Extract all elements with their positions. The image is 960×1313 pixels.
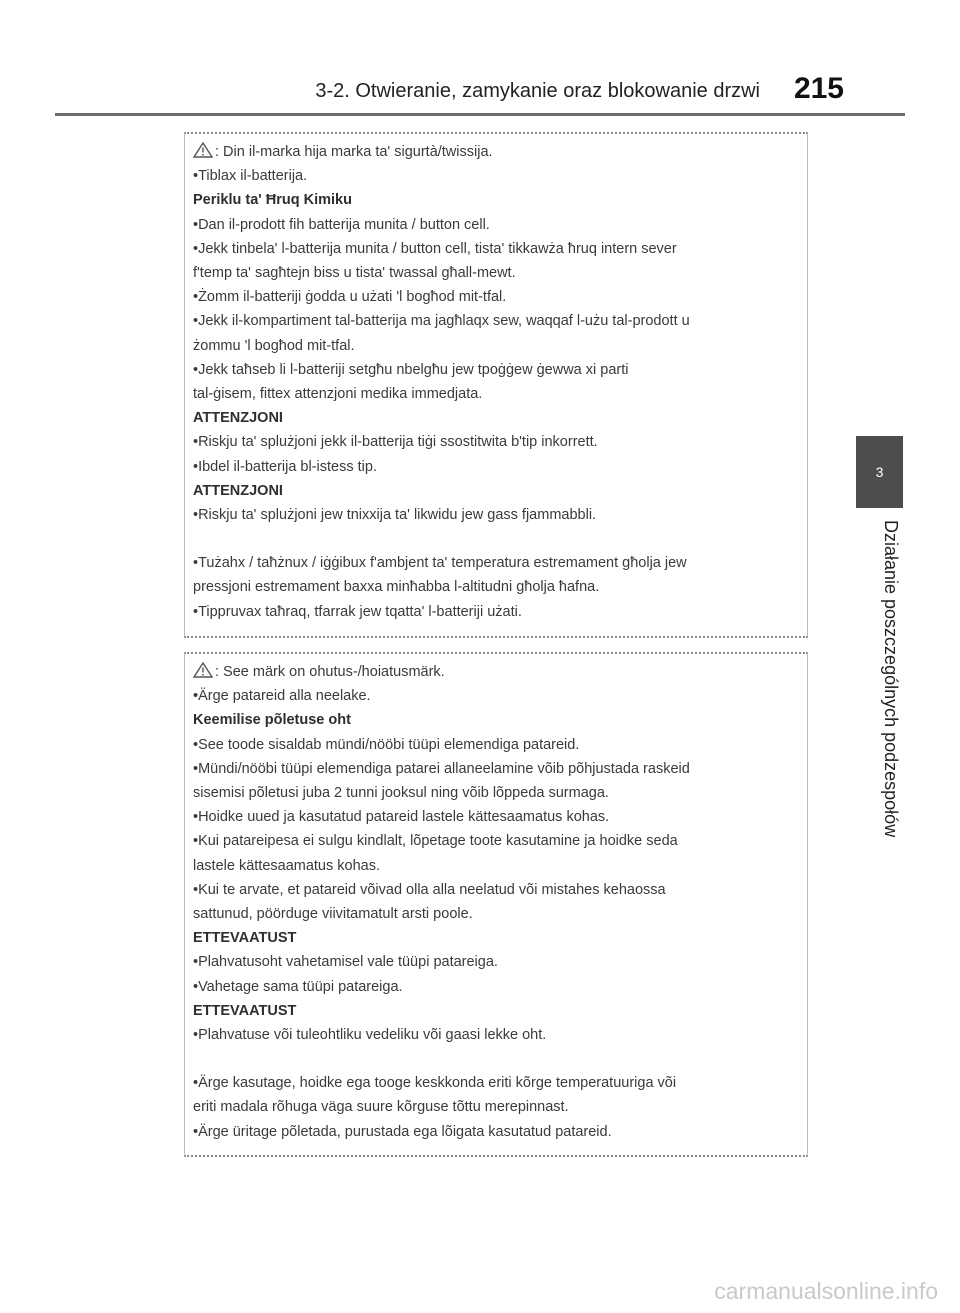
list-item: •Tippruvax taħraq, tfarrak jew tqatta' l-batteriji użati.	[193, 603, 522, 620]
list-item: •Riskju ta' splużjoni jew tnixxija ta' likwidu jew gass fjammabbli.	[193, 507, 597, 524]
list-item: •Mündi/nööbi tüüpi elemendiga patarei allaneelamine võib põhjustada raskeid	[193, 760, 690, 777]
list-item-continued: f'temp ta' sagħtejn biss u tista' twassal għall-mewt.	[193, 265, 516, 282]
header-rule	[55, 113, 905, 116]
section-heading: ETTEVAATUST	[193, 930, 297, 947]
list-item: •Tiblax il-batterija.	[193, 168, 308, 185]
list-item-continued: żommu 'l bogħod mit-tfal.	[193, 337, 355, 354]
list-item-continued: sisemisi põletusi juba 2 tunni jooksul ning võib lõppeda surmaga.	[193, 785, 609, 802]
list-item-continued: tal-ġisem, fittex attenzjoni medika immedjata.	[193, 386, 483, 403]
list-item: •Kui te arvate, et patareid võivad olla alla neelatud või mistahes kehaossa	[193, 881, 666, 898]
section-heading: ETTEVAATUST	[193, 1002, 297, 1019]
list-item: •Jekk il-kompartiment tal-batterija ma jagħlaqx sew, waqqaf l-użu tal-prodott u	[193, 313, 690, 330]
warning-intro: : Din il-marka hija marka ta' sigurtà/twissija.	[193, 140, 793, 164]
list-item: •Żomm il-batteriji ġodda u użati 'l bogħod mit-tfal.	[193, 289, 507, 306]
list-item: •Ärge kasutage, hoidke ega tooge keskkonda eriti kõrge temperatuuriga või	[193, 1075, 677, 1092]
list-item: •See toode sisaldab mündi/nööbi tüüpi elemendiga patareid.	[193, 736, 580, 753]
warning-box-estonian	[184, 652, 808, 1157]
section-title: 3-2. Otwieranie, zamykanie oraz blokowanie drzwi	[315, 80, 760, 102]
warning-triangle-icon	[193, 142, 213, 158]
list-item: •Ibdel il-batterija bl-istess tip.	[193, 458, 377, 475]
section-heading: Keemilise põletuse oht	[193, 712, 351, 729]
list-item-continued: pressjoni estremament baxxa minħabba l-altitudni għolja ħafna.	[193, 579, 600, 596]
list-item: •Kui patareipesa ei sulgu kindlalt, lõpetage toote kasutamine ja hoidke seda	[193, 833, 678, 850]
page-header	[0, 0, 960, 120]
list-item: •Jekk taħseb li l-batteriji setgħu nbelgħu jew tpoġġew ġewwa xi parti	[193, 361, 629, 378]
warning-triangle-icon	[193, 662, 213, 678]
chapter-title: Działanie poszczególnych podzespołów	[881, 520, 901, 838]
list-item: •Dan il-prodott fih batterija munita / button cell.	[193, 216, 490, 233]
section-heading: ATTENZJONI	[193, 482, 283, 499]
page-number: 215	[793, 72, 844, 105]
warning-intro: : See märk on ohutus-/hoiatusmärk.	[193, 660, 793, 684]
list-item-continued: sattunud, pöörduge viivitamatult arsti poole.	[193, 906, 473, 923]
section-heading: Periklu ta' Ħruq Kimiku	[193, 192, 352, 209]
list-item: •Tużahx / taħżnux / iġġibux f'ambjent ta' temperatura estremament għolja jew	[193, 555, 687, 572]
list-item: •Ärge üritage põletada, purustada ega lõigata kasutatud patareid.	[193, 1123, 612, 1140]
chapter-tab	[856, 436, 903, 508]
list-item: •Plahvatuse või tuleohtliku vedeliku või gaasi lekke oht.	[193, 1027, 547, 1044]
list-item: •Plahvatusoht vahetamisel vale tüüpi patareiga.	[193, 954, 498, 971]
section-heading: ATTENZJONI	[193, 410, 283, 427]
list-item: •Jekk tinbela' l-batterija munita / button cell, tista' tikkawża ħruq intern sever	[193, 240, 677, 257]
list-item-continued: eriti madala rõhuga väga suure kõrguse tõttu merepinnast.	[193, 1099, 569, 1116]
list-item: •Riskju ta' splużjoni jekk il-batterija tiġi ssostitwita b'tip inkorrett.	[193, 434, 598, 451]
watermark: carmanualsonline.info	[714, 1278, 938, 1304]
list-item: •Hoidke uued ja kasutatud patareid lastele kättesaamatus kohas.	[193, 809, 610, 826]
list-item: •Ärge patareid alla neelake.	[193, 688, 371, 705]
list-item-continued: lastele kättesaamatus kohas.	[193, 857, 380, 874]
list-item: •Vahetage sama tüüpi patareiga.	[193, 978, 403, 995]
chapter-number: 3	[875, 464, 884, 480]
warning-box-maltese	[184, 132, 808, 638]
